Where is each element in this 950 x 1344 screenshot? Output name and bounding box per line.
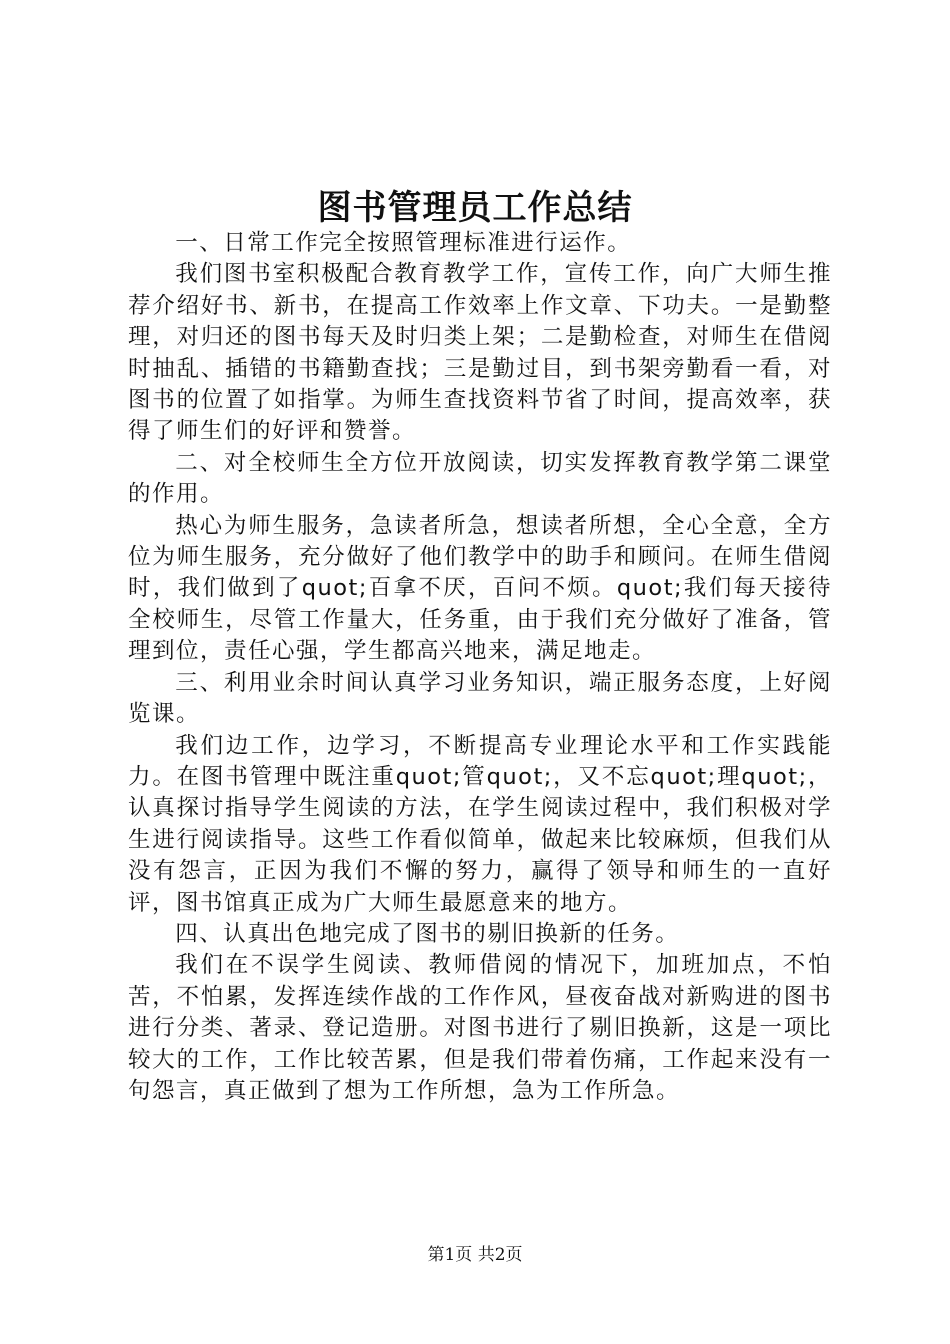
paragraph-body-1: 我们图书室积极配合教育教学工作，宣传工作，向广大师生推荐介绍好书、新书，在提高工作效率上作文章、下功夫。一是勤整理，对归还的图书每天及时归类上架；二是勤检查，对师生在借阅时抽乱、插错的书籍勤查找；三是勤过目，到书架旁勤看一看，对图书的位置了如指掌。为师生查找资料节省了时间，提高效率，获得了师生们的好评和赞誉。 [128,261,832,445]
paragraph-heading-4: 四、认真出色地完成了图书的剔旧换新的任务。 [175,920,680,947]
paragraph-body-4: 我们在不误学生阅读、教师借阅的情况下，加班加点，不怕苦，不怕累，发挥连续作战的工作作风，昼夜奋战对新购进的图书进行分类、著录、登记造册。对图书进行了剔旧换新，这是一项比较大的工作，工作比较苦累，但是我们带着伤痛，工作起来没有一句怨言，真正做到了想为工作所想，急为工作所急。 [128,952,832,1104]
document-title: 图书管理员工作总结 [317,188,633,228]
page-indicator: 第1页 共2页 [427,1245,523,1265]
document-body [128,228,832,1107]
paragraph-heading-1: 一、日常工作完全按照管理标准进行运作。 [175,230,632,256]
paragraph-heading-3: 三、利用业余时间认真学习业务知识，端正服务态度，上好阅览课。 [128,669,832,728]
paragraph-body-3: 我们边工作，边学习，不断提高专业理论水平和工作实践能力。在图书管理中既注重quot;管quot;，又不忘quot;理quot;，认真探讨指导学生阅读的方法，在学生阅读过程中，我们积极对学生进行阅读指导。这些工作看似简单，做起来比较麻烦，但我们从没有怨言，正因为我们不懈的努力，赢得了领导和师生的一直好评，图书馆真正成为广大师生最愿意来的地方。 [128,732,832,916]
paragraph-body-2: 热心为师生服务，急读者所急，想读者所想，全心全意，全方位为师生服务，充分做好了他们教学中的助手和顾问。在师生借阅时，我们做到了quot;百拿不厌，百问不烦。quot;我们每天接待全校师生，尽管工作量大，任务重，由于我们充分做好了准备，管理到位，责任心强，学生都高兴地来，满足地走。 [128,512,832,665]
paragraph-heading-2: 二、对全校师生全方位开放阅读，切实发挥教育教学第二课堂的作用。 [128,449,832,508]
